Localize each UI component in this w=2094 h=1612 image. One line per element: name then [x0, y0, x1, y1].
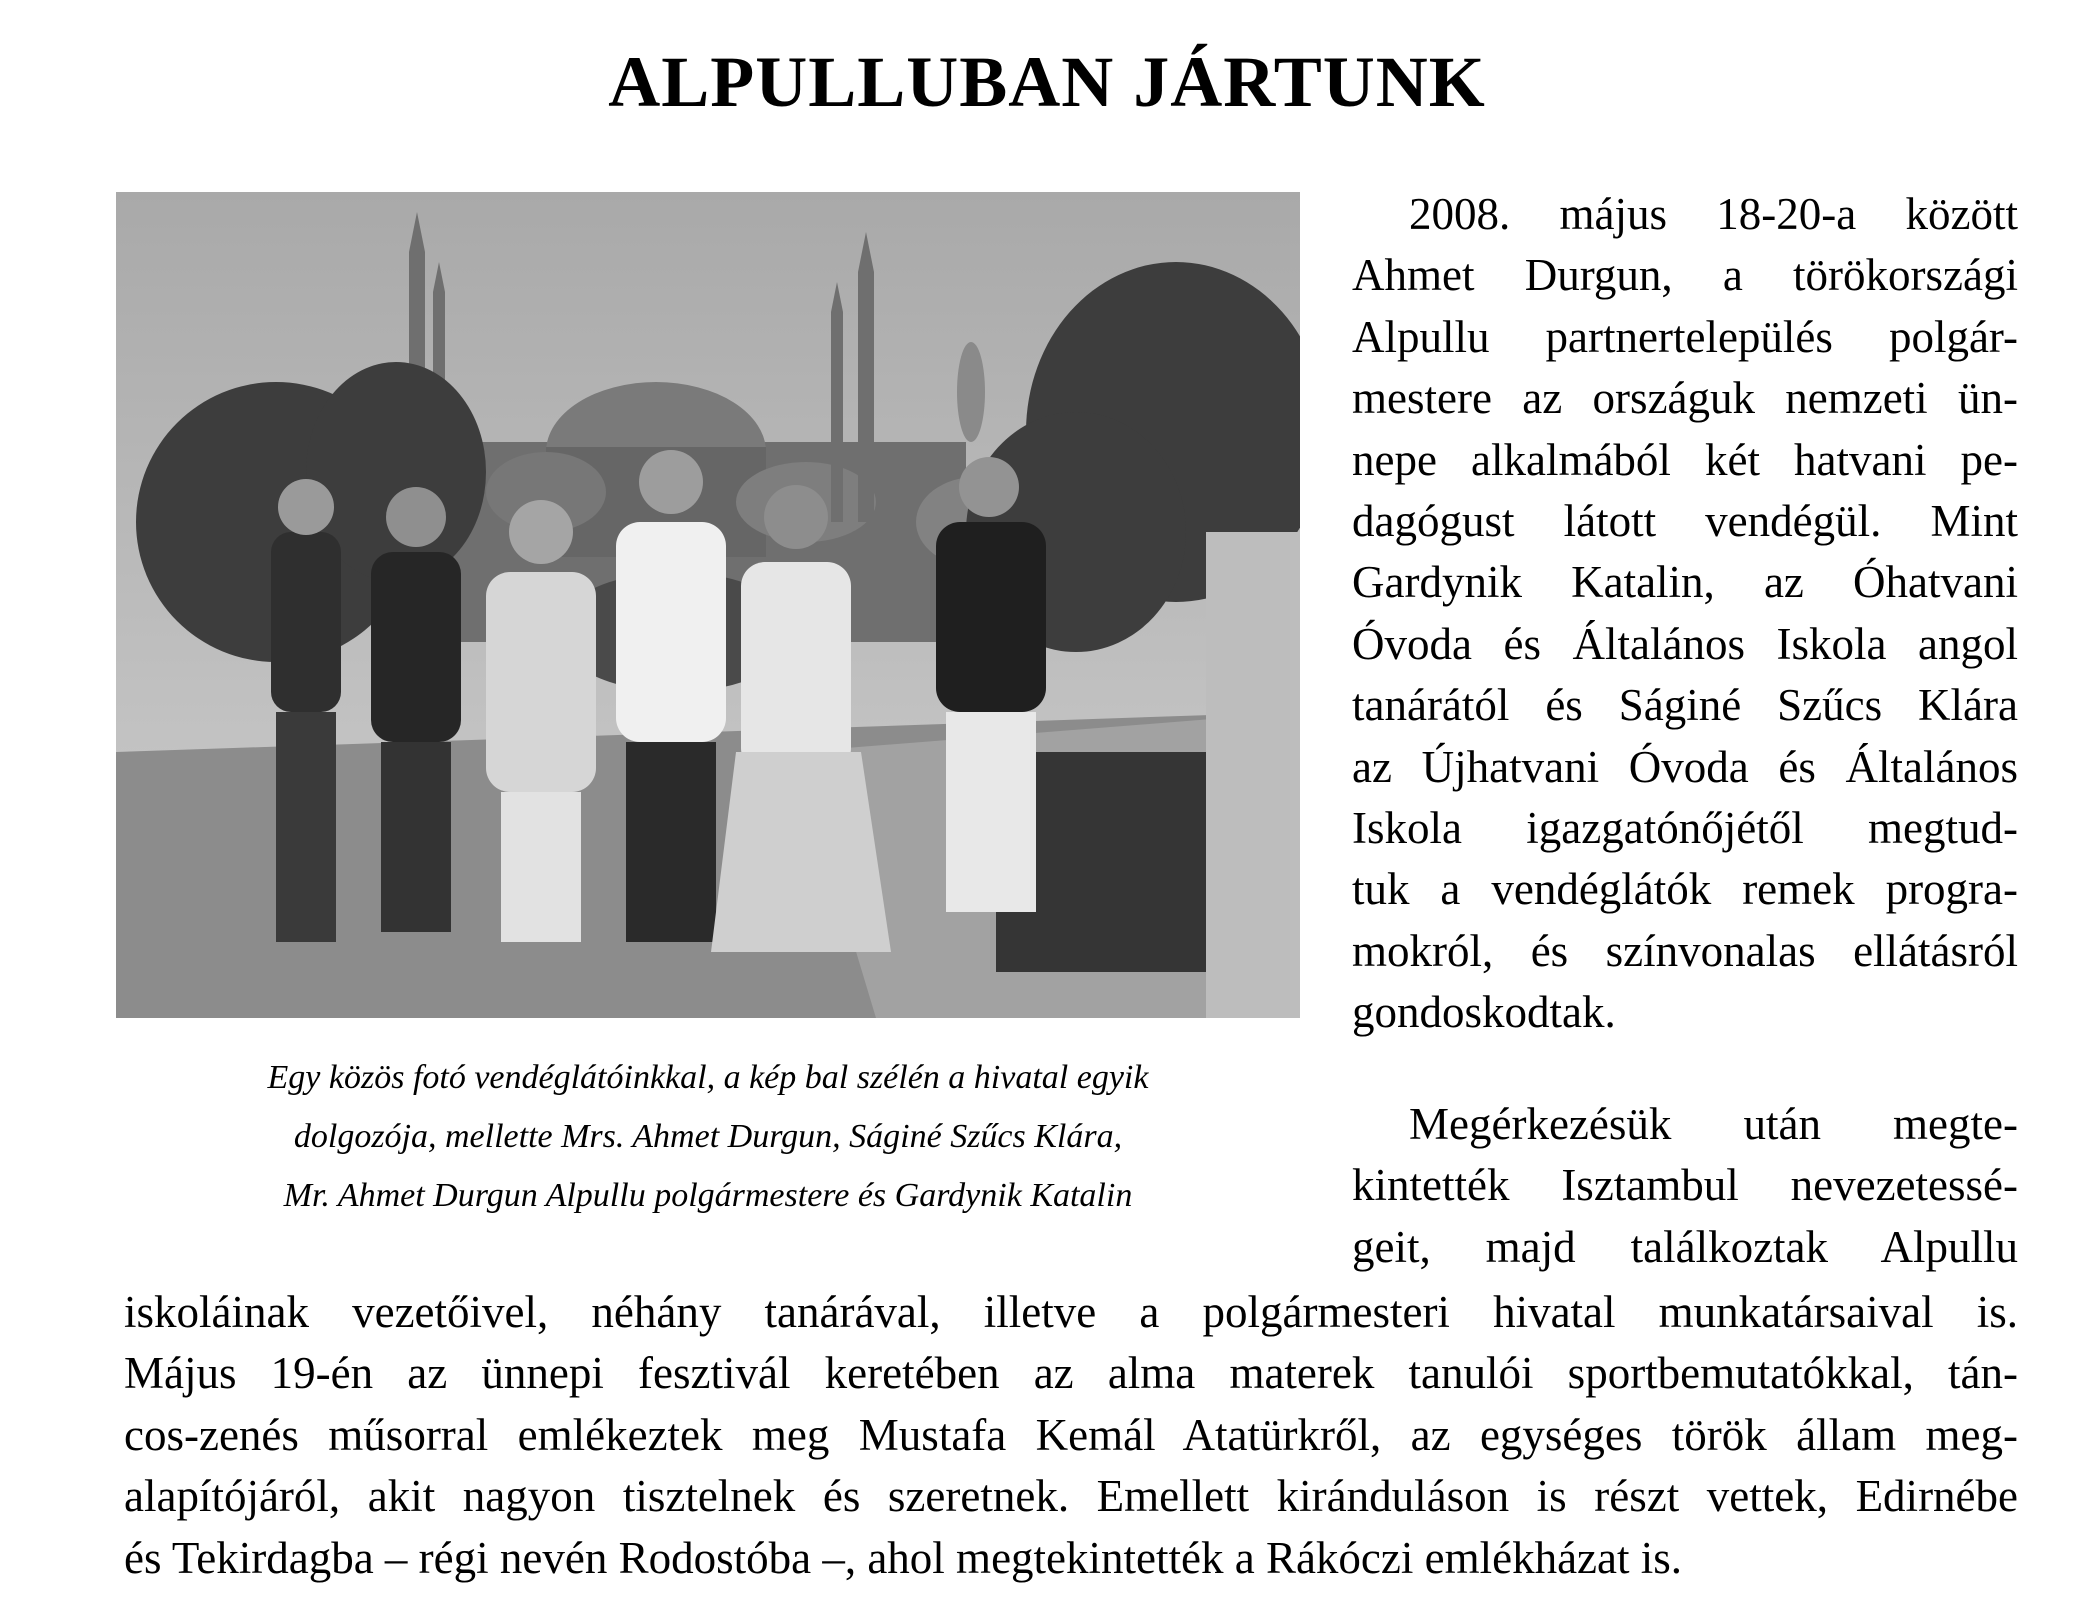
text-line: mestere az országuk nemzeti ün- — [1352, 373, 2018, 424]
article-title: ALPULLUBAN JÁRTUNK — [608, 42, 1486, 122]
text-line: nepe alkalmából két hatvani pe- — [1352, 434, 2018, 485]
text-line: kintették Isztambul nevezetessé- — [1352, 1160, 2018, 1211]
text-line: Ahmet Durgun, a törökországi — [1352, 250, 2018, 301]
text-line: Alpullu partnertelepülés polgár- — [1352, 311, 2018, 362]
text-line: 2008. május 18-20-a között — [1409, 189, 2018, 239]
photo-caption — [116, 1048, 1300, 1225]
right-column-paragraph-2 — [1352, 1094, 2018, 1278]
text-line: dagógust látott vendégül. Mint — [1352, 496, 2018, 547]
text-line: és Tekirdagba – régi nevén Rodostóba –, ahol megtekintették a Rákóczi emlékházat is. — [124, 1532, 1683, 1583]
text-line: Óvoda és Általános Iskola angol — [1352, 618, 2018, 669]
text-line: Megérkezésük után megte- — [1409, 1099, 2018, 1149]
text-line: Iskola igazgatónőjétől megtud- — [1352, 803, 2018, 854]
text-line: iskoláinak vezetőivel, néhány tanárával, illetve a polgármesteri hivatal munkatársaival is. — [124, 1287, 2018, 1337]
caption-line: Egy közös fotó vendéglátóinkkal, a kép bal szélén a hivatal egyik — [267, 1059, 1149, 1096]
caption-line: Mr. Ahmet Durgun Alpullu polgármestere és Gardynik Katalin — [283, 1177, 1133, 1214]
text-line: geit, majd találkoztak Alpullu — [1352, 1221, 2018, 1272]
text-line: Gardynik Katalin, az Óhatvani — [1352, 557, 2018, 608]
text-line: tuk a vendéglátók remek progra- — [1352, 864, 2018, 915]
text-line: gondoskodtak. — [1352, 987, 1616, 1038]
text-line: mokról, és színvonalas ellátásról — [1352, 925, 2018, 976]
text-line: alapítójáról, akit nagyon tisztelnek és szeretnek. Emellett kiránduláson is részt vettek, Edirnébe — [124, 1471, 2018, 1522]
text-line: tanárától és Ságiné Szűcs Klára — [1352, 680, 2018, 731]
full-width-paragraph — [124, 1282, 2018, 1589]
text-line: az Újhatvani Óvoda és Általános — [1352, 741, 2018, 792]
caption-line: dolgozója, mellette Mrs. Ahmet Durgun, Ságiné Szűcs Klára, — [293, 1118, 1123, 1155]
right-column-paragraph-1 — [1352, 184, 2018, 1044]
group-photo — [116, 192, 1300, 1018]
text-line: cos-zenés műsorral emlékeztek meg Mustafa Kemál Atatürkről, az egységes török állam meg- — [124, 1409, 2018, 1460]
text-line: Május 19-én az ünnepi fesztivál keretében az alma materek tanulói sportbemutatókkal, tán- — [124, 1348, 2018, 1399]
